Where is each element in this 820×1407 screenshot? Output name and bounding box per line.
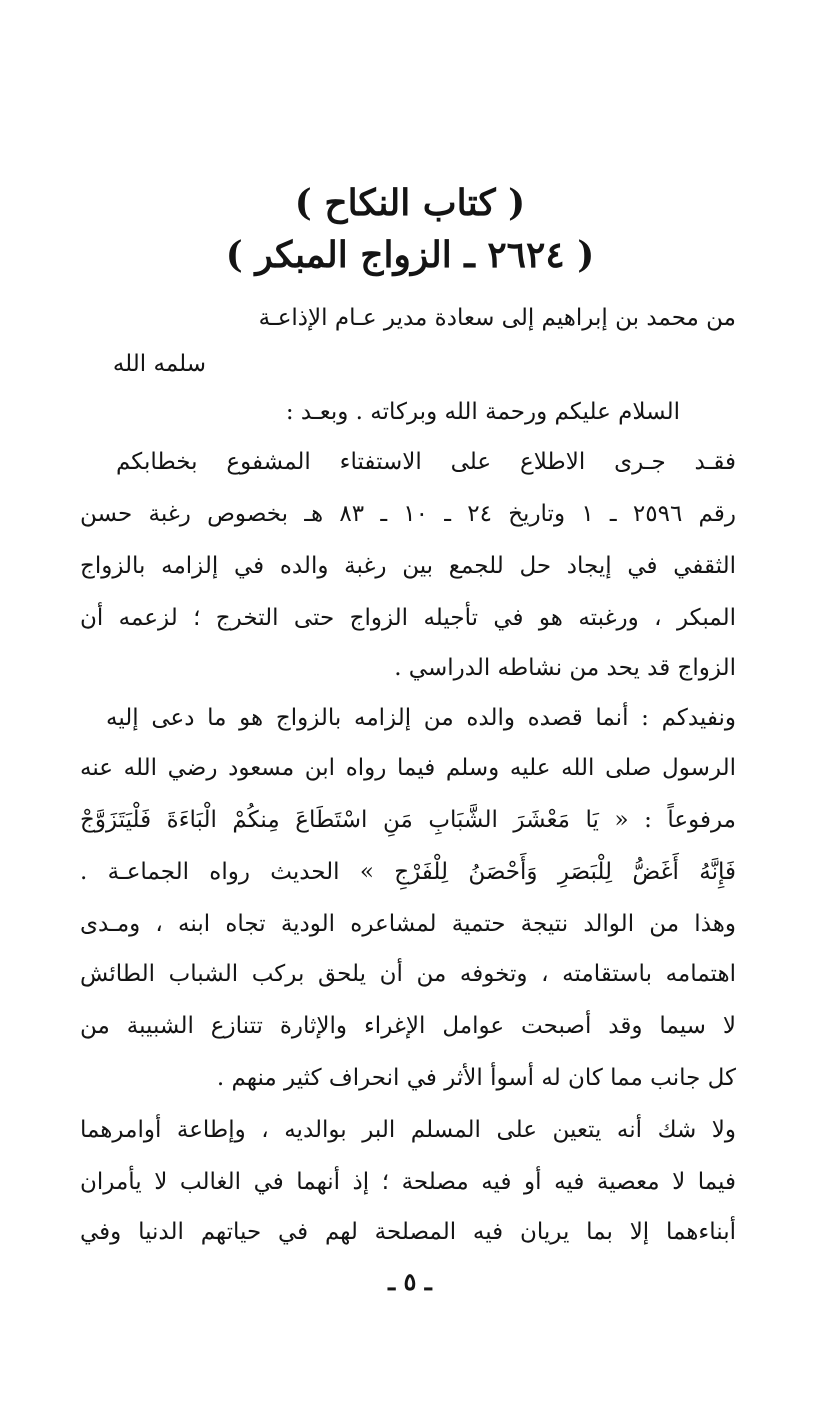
body-line: فقـد جـرى الاطلاع على الاستفتاء المشفوع بخطابكم <box>116 449 736 475</box>
hadith-line: مرفوعاً : « يَا مَعْشَرَ الشَّبَابِ مَنِ اسْتَطَاعَ مِنكُمْ الْبَاءَةَ فَلْيَتَزَوَّجْ <box>80 807 736 833</box>
body-line: فيما لا معصية فيه أو فيه مصلحة ؛ إذ أنهما في الغالب لا يأمران <box>80 1169 736 1195</box>
body-line: ونفيدكم : أنما قصده والده من إلزامه بالزواج هو ما دعى إليه <box>106 705 736 731</box>
body-line: الثقفي في إيجاد حل للجمع بين رغبة والده في إلزامه بالزواج <box>80 553 736 579</box>
body-line: المبكر ، ورغبته هو في تأجيله الزواج حتى التخرج ؛ لزعمه أن <box>80 605 736 631</box>
body-line: وهذا من الوالد نتيجة حتمية لمشاعره الودية تجاه ابنه ، ومـدى <box>80 911 736 937</box>
body-line: ولا شك أنه يتعين على المسلم البر بوالديه ، وإطاعة أوامرهما <box>80 1117 736 1143</box>
body-line: رقم ٢٥٩٦ ـ ١ وتاريخ ٢٤ ـ ١٠ ـ ٨٣ هـ بخصوص رغبة حسن <box>80 501 736 527</box>
body-line: الرسول صلى الله عليه وسلم فيما رواه ابن مسعود رضي الله عنه <box>80 755 736 781</box>
body-line: أبناءهما إلا بما يريان فيه المصلحة لهم في حياتهم الدنيا وفي <box>80 1219 736 1245</box>
letter-blessing-line: سلمه الله <box>112 351 206 377</box>
body-line: الزواج قد يحد من نشاطه الدراسي . <box>394 655 736 681</box>
hadith-line: فَإِنَّهُ أَغَضُّ لِلْبَصَرِ وَأَحْصَنُ لِلْفَرْجِ » الحديث رواه الجماعـة . <box>80 859 736 885</box>
letter-sender-line: من محمد بن إبراهيم إلى سعادة مدير عـام الإذاعـة <box>258 305 736 331</box>
section-title: ( ٢٦٢٤ ـ الزواج المبكر ) <box>225 234 595 276</box>
letter-greeting-line: السلام عليكم ورحمة الله وبركاته . وبعـد : <box>285 399 680 425</box>
book-title: ( كتاب النكاح ) <box>294 182 526 224</box>
body-line: اهتمامه باستقامته ، وتخوفه من أن يلحق بركب الشباب الطائش <box>80 961 736 987</box>
body-line: لا سيما وقد أصبحت عوامل الإغراء والإثارة تتنازع الشبيبة من <box>80 1013 736 1039</box>
body-line: كل جانب مما كان له أسوأ الأثر في انحراف كثير منهم . <box>216 1065 736 1091</box>
page-number: ـ ٥ ـ <box>388 1267 432 1296</box>
